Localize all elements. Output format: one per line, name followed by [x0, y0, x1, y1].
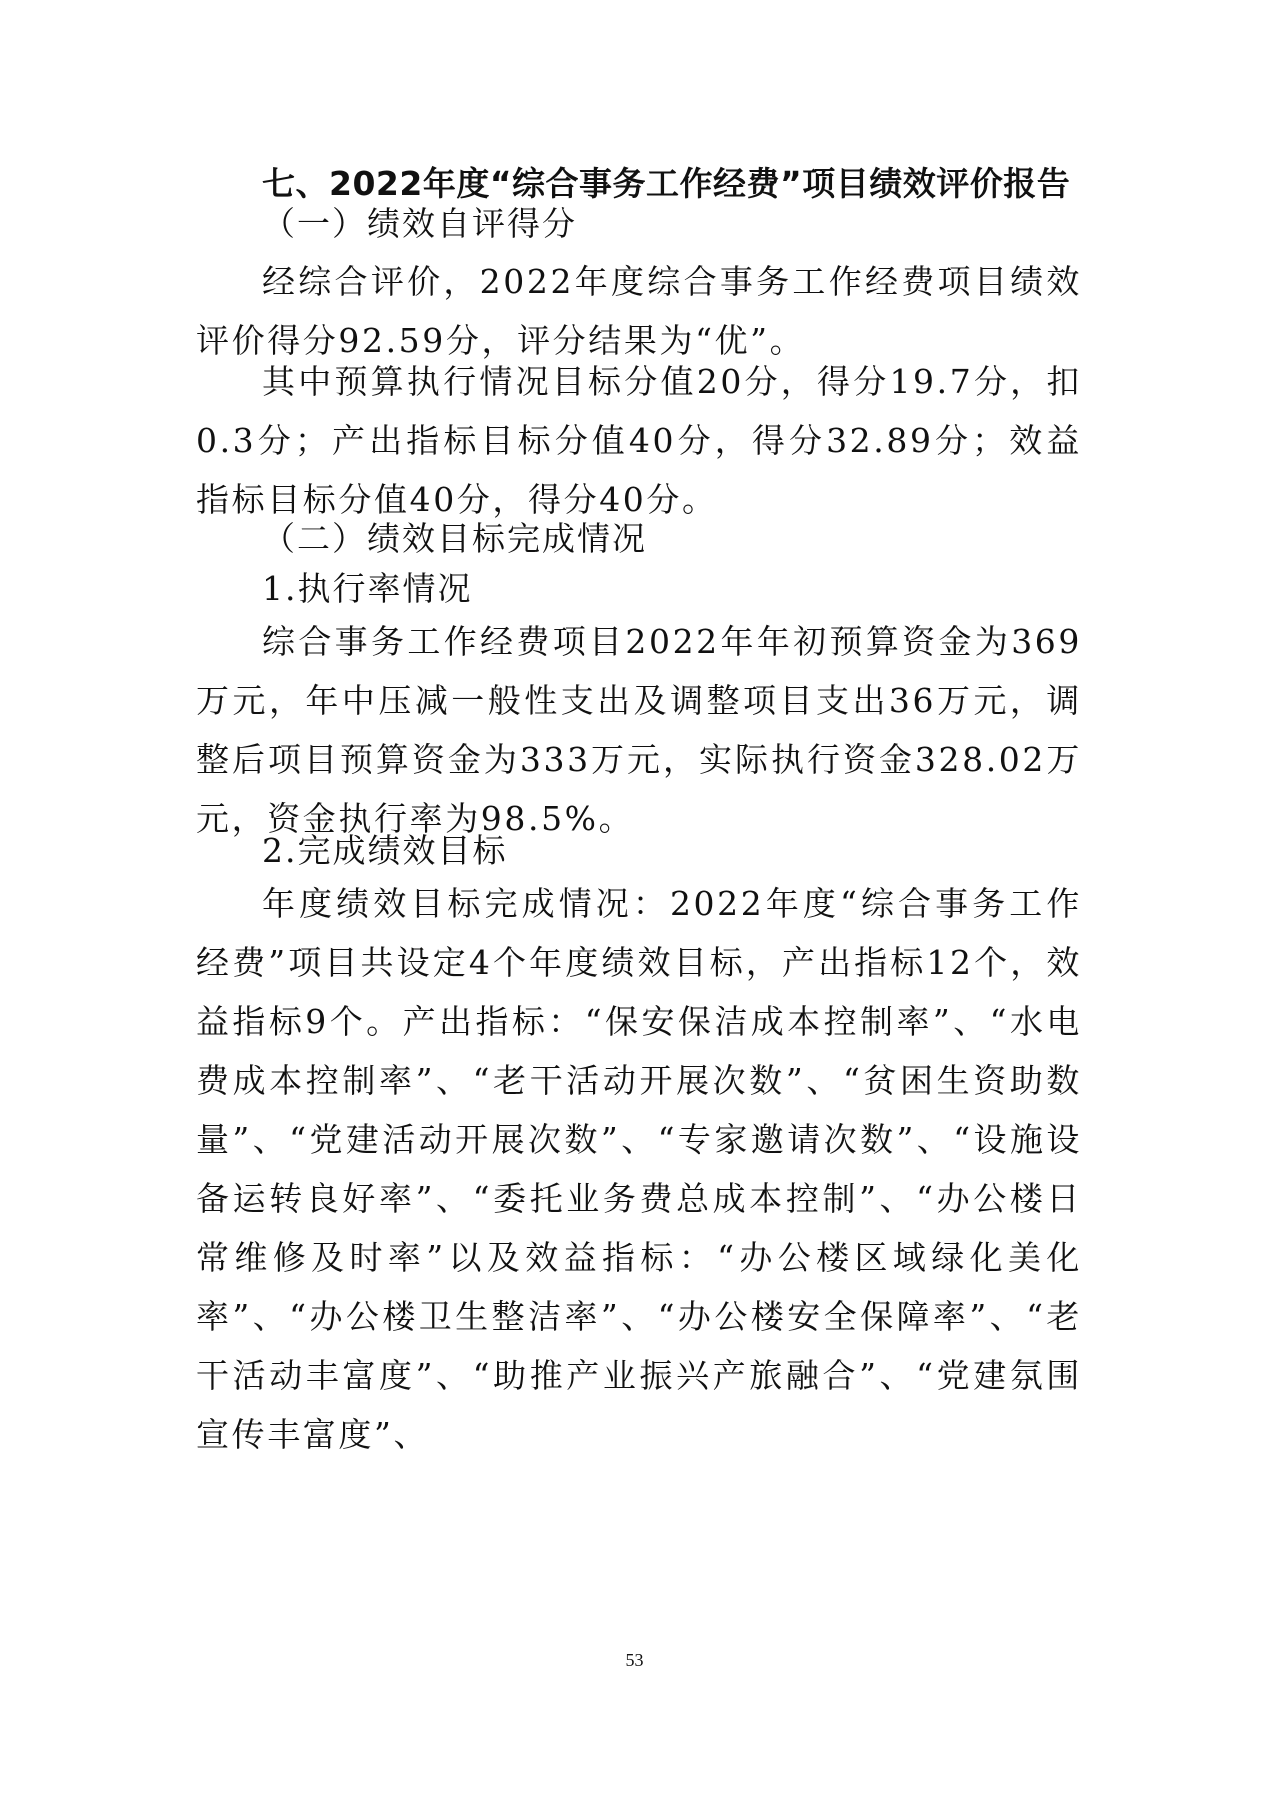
section-heading-1: （一）绩效自评得分 — [262, 204, 577, 243]
section-heading-2: （二）绩效目标完成情况 — [262, 519, 647, 558]
report-title: 七、2022年度“综合事务工作经费”项目绩效评价报告 — [262, 164, 1071, 203]
page-number: 53 — [625, 1650, 644, 1670]
paragraph-score-breakdown: 其中预算执行情况目标分值20分，得分19.7分，扣0.3分；产出指标目标分值40分，得分32.89分；效益指标目标分值40分，得分40分。 — [196, 362, 1082, 519]
subsection-heading-goals: 2.完成绩效目标 — [262, 831, 508, 870]
paragraph-execution-rate: 综合事务工作经费项目2022年年初预算资金为369万元，年中压减一般性支出及调整项目支出36万元，调整后项目预算资金为333万元，实际执行资金328.02万元，资金执行率为98.5%。 — [196, 622, 1082, 838]
subsection-heading-execution-rate: 1.执行率情况 — [262, 569, 473, 608]
paragraph-score-summary: 经综合评价，2022年度综合事务工作经费项目绩效评价得分92.59分，评分结果为“优”。 — [196, 262, 1082, 360]
paragraph-goal-completion: 年度绩效目标完成情况：2022年度“综合事务工作经费”项目共设定4个年度绩效目标，产出指标12个，效益指标9个。产出指标：“保安保洁成本控制率”、“水电费成本控制率”、“老干活动开展次数”、“贫困生资助数量”、“党建活动开展次数”、“专家邀请次数”、“设施设备运转良好率”、“委托业务费总成本控制”、“办公楼日常维修及时率”以及效益指标：“办公楼区域绿化美化率”、“办公楼卫生整洁率”、“办公楼安全保障率”、“老干活动丰富度”、“助推产业振兴产旅融合”、“党建氛围宣传丰富度”、 — [196, 884, 1082, 1454]
